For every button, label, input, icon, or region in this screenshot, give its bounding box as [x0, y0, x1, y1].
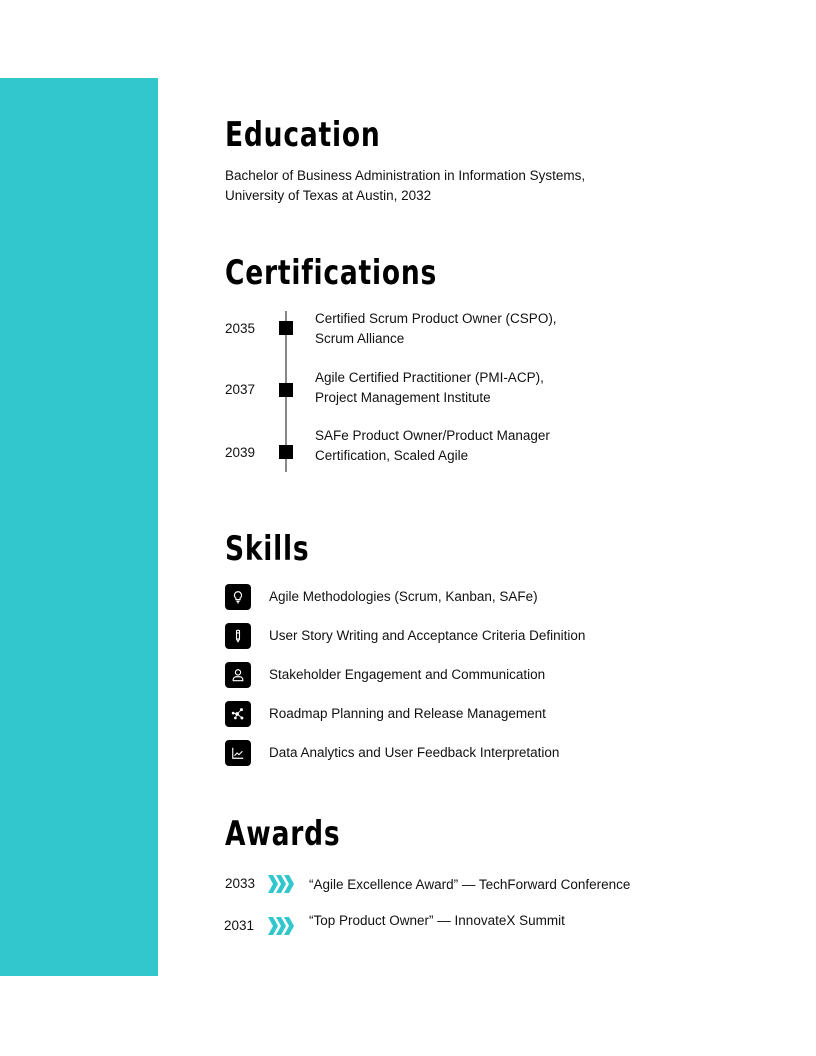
lightbulb-icon [225, 584, 251, 610]
certification-text [315, 309, 615, 349]
award-year: 2033 [225, 876, 256, 891]
certification-item [225, 426, 625, 466]
certification-year: 2039 [225, 445, 256, 460]
award-year: 2031 [224, 918, 255, 933]
timeline-marker-icon [279, 445, 293, 459]
skill-item [225, 740, 725, 766]
certification-title: Agile Certified Practitioner (PMI-ACP), [315, 370, 544, 385]
certification-year: 2037 [225, 382, 256, 397]
education-school: University of Texas at Austin, 2032 [225, 188, 432, 203]
triple-chevron-icon [267, 875, 295, 893]
certification-title: SAFe Product Owner/Product Manager [315, 428, 550, 443]
skill-item [225, 584, 725, 610]
person-icon [225, 662, 251, 688]
certifications-heading: Certifications [225, 253, 438, 293]
certification-issuer: Project Management Institute [315, 390, 491, 405]
certification-title: Certified Scrum Product Owner (CSPO), [315, 311, 557, 326]
pen-icon [225, 623, 251, 649]
skills-heading: Skills [225, 529, 310, 569]
certification-item [225, 368, 625, 408]
education-heading: Education [225, 115, 381, 155]
awards-heading: Awards [225, 814, 341, 854]
skill-label: Agile Methodologies (Scrum, Kanban, SAFe) [269, 589, 538, 604]
award-text: “Top Product Owner” — InnovateX Summit [309, 913, 565, 928]
skill-item [225, 701, 725, 727]
skill-label: Data Analytics and User Feedback Interpretation [269, 745, 560, 760]
triple-chevron-icon [267, 917, 295, 935]
certification-year: 2035 [225, 321, 256, 336]
education-details [225, 166, 645, 206]
skill-item [225, 623, 725, 649]
network-icon [225, 701, 251, 727]
certification-text [315, 426, 615, 466]
award-item [225, 874, 745, 898]
skill-label: Stakeholder Engagement and Communication [269, 667, 546, 682]
certification-text [315, 368, 615, 408]
certification-issuer: Certification, Scaled Agile [315, 448, 469, 463]
chart-line-icon [225, 740, 251, 766]
award-text: “Agile Excellence Award” — TechForward Conference [309, 877, 631, 892]
skill-item [225, 662, 725, 688]
education-degree: Bachelor of Business Administration in Information Systems, [225, 168, 586, 183]
timeline-marker-icon [279, 383, 293, 397]
skill-label: Roadmap Planning and Release Management [269, 706, 546, 721]
timeline-marker-icon [279, 321, 293, 335]
accent-side-panel [0, 78, 158, 976]
award-item [225, 912, 745, 936]
certification-issuer: Scrum Alliance [315, 331, 405, 346]
certification-item [225, 309, 625, 349]
skill-label: User Story Writing and Acceptance Criteria Definition [269, 628, 586, 643]
